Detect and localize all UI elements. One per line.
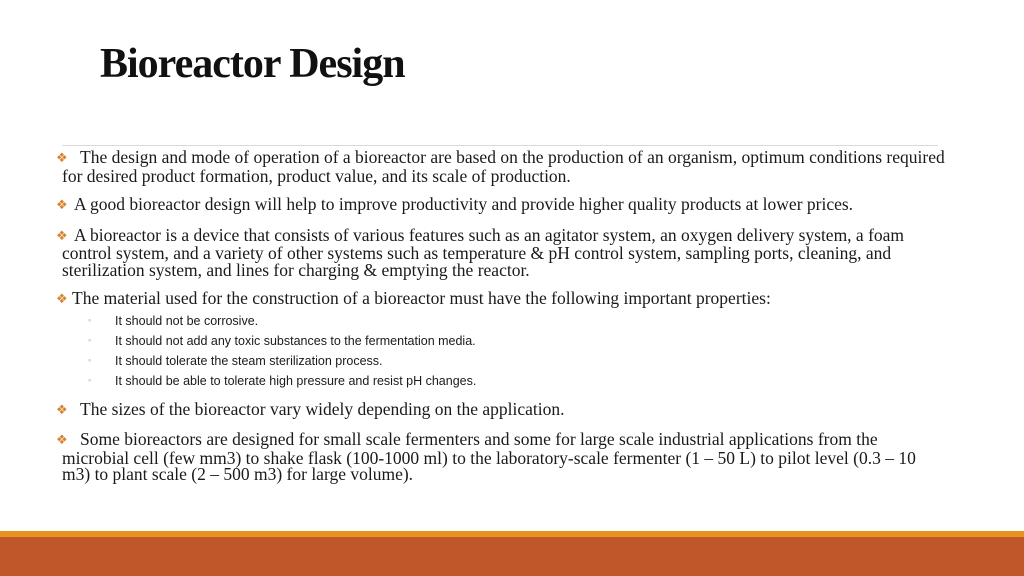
bullet-item	[56, 431, 946, 483]
bullet-text: Some bioreactors are designed for small scale fermenters and some for large scale industrial applications from the microbial cell (few mm3) to shake flask (100-1000 ml) to the laboratory-scale fermenter (1 – 50 L) to pilot level (0.3 – 10 m3) to plant scale (2 – 500 m3) for large volume).	[62, 429, 916, 484]
sub-bullet-list	[88, 311, 946, 391]
circle-bullet-icon: ◦	[88, 354, 92, 365]
bullet-text: The material used for the construction of a bioreactor must have the following important properties:	[72, 288, 771, 308]
circle-bullet-icon: ◦	[88, 334, 92, 345]
title-divider	[62, 145, 938, 146]
sub-bullet-item	[88, 331, 946, 351]
sub-bullet-item	[88, 351, 946, 371]
sub-bullet-item	[88, 371, 946, 391]
circle-bullet-icon: ◦	[88, 374, 92, 385]
diamond-bullet-icon: ❖	[56, 228, 68, 244]
sub-bullet-text: It should tolerate the steam sterilization process.	[115, 353, 383, 368]
sub-bullet-text: It should not add any toxic substances to the fermentation media.	[115, 333, 476, 348]
bullet-item	[56, 196, 946, 215]
diamond-bullet-icon: ❖	[56, 433, 68, 448]
bullet-text: The design and mode of operation of a bioreactor are based on the production of an organism, optimum conditions required for desired product formation, product value, and its scale of production.	[62, 147, 945, 186]
footer-bar	[0, 537, 1024, 576]
sub-bullet-item	[88, 311, 946, 331]
diamond-bullet-icon: ❖	[56, 402, 68, 418]
slide-title: Bioreactor Design	[100, 41, 405, 87]
diamond-bullet-icon: ❖	[56, 198, 68, 213]
circle-bullet-icon: ◦	[88, 314, 92, 325]
bullet-item	[56, 149, 946, 184]
slide-content	[56, 149, 946, 495]
diamond-bullet-icon: ❖	[56, 151, 68, 166]
bullet-text: The sizes of the bioreactor vary widely depending on the application.	[80, 398, 565, 419]
diamond-bullet-icon: ❖	[56, 292, 68, 307]
bullet-text: A bioreactor is a device that consists of various features such as an agitator system, an oxygen delivery system, a foam control system, and a variety of other systems such as temperature & pH control system, sampling ports, cleaning, and sterilization system, and lines for charging & emptying the reactor.	[62, 224, 905, 280]
bullet-item	[56, 398, 946, 420]
bullet-item	[56, 224, 946, 280]
sub-bullet-text: It should be able to tolerate high pressure and resist pH changes.	[115, 373, 477, 388]
bullet-item	[56, 290, 946, 309]
sub-bullet-text: It should not be corrosive.	[115, 313, 259, 328]
bullet-text: A good bioreactor design will help to improve productivity and provide higher quality products at lower prices.	[74, 194, 854, 214]
